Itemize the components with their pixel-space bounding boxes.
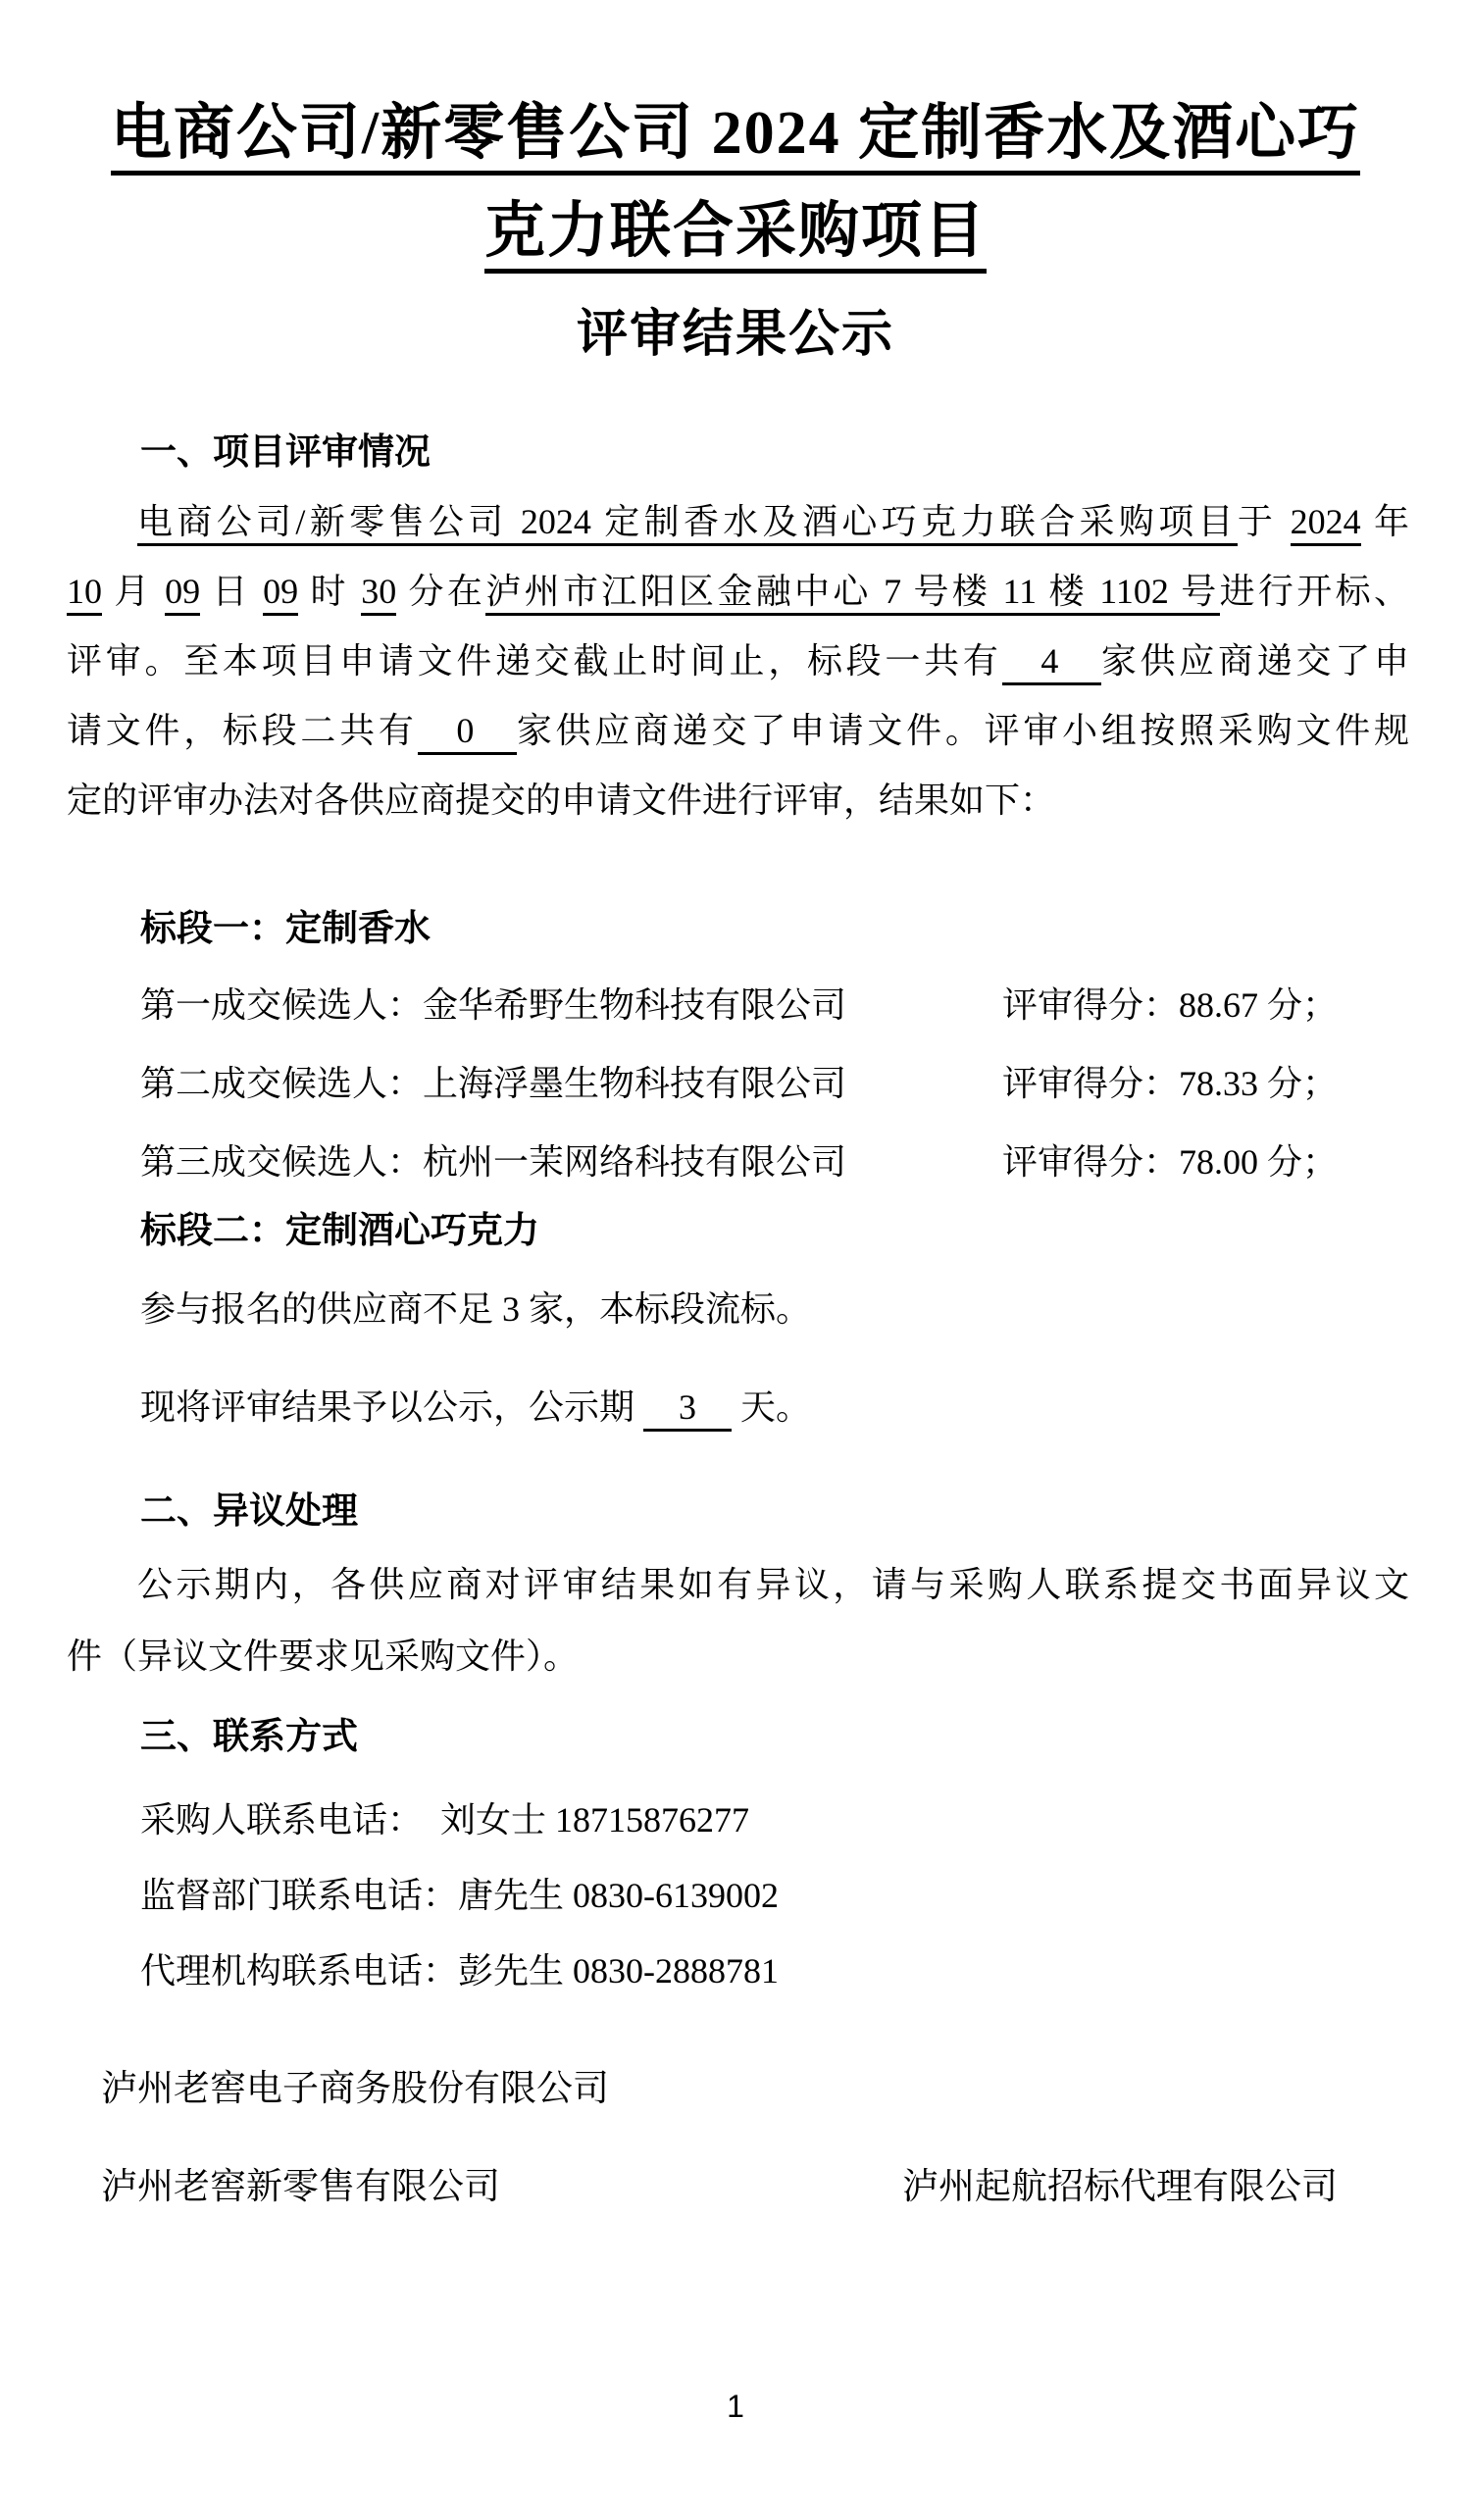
text-segment: 月 <box>102 572 166 611</box>
text-segment: 于 <box>1237 502 1291 541</box>
lot-1-heading: 标段一：定制香水 <box>140 908 431 948</box>
paragraph-line <box>67 627 1409 696</box>
document-title <box>0 84 1471 280</box>
underlined-text: 09 <box>263 572 298 616</box>
text-segment: 现将评审结果予以公示，公示期 <box>140 1387 644 1427</box>
lot-2-note: 参与报名的供应商不足 3 家，本标段流标。 <box>140 1289 812 1329</box>
text-segment: 评审。至本项目申请文件递交截止时间止，标段一共有 <box>67 641 1002 680</box>
contact-list <box>140 1783 779 2009</box>
candidate-row <box>140 966 1409 1044</box>
footer-company-ecommerce: 泸州老窖电子商务股份有限公司 <box>101 2069 609 2109</box>
section-3-heading: 三、联系方式 <box>140 1716 358 1756</box>
document-subtitle: 评审结果公示 <box>576 307 894 363</box>
footer-company-agency: 泸州起航招标代理有限公司 <box>902 2167 1338 2207</box>
title-underlined-text: 电商公司/新零售公司 2024 定制香水及酒心巧 <box>111 100 1360 176</box>
text-segment: 请文件，标段二共有 <box>67 711 418 750</box>
paragraph-line <box>67 1549 1409 1621</box>
text-segment: 件（异议文件要求见采购文件）。 <box>67 1637 580 1676</box>
paragraph-line <box>67 1621 1409 1692</box>
paragraph-line <box>67 696 1409 766</box>
objection-paragraph <box>67 1549 1409 1692</box>
underlined-text: 4 <box>1002 641 1101 685</box>
candidate-list <box>140 966 1409 1201</box>
section-1-heading: 一、项目评审情况 <box>140 431 431 472</box>
candidate-row <box>140 1044 1409 1123</box>
candidate-name: 第一成交候选人：金华希野生物科技有限公司 <box>140 985 847 1025</box>
contact-line-agency: 代理机构联系电话：彭先生 0830-2888781 <box>140 1951 779 1991</box>
paragraph-line <box>67 487 1409 557</box>
title-underlined-text: 克力联合采购项目 <box>484 198 987 274</box>
lot-2-heading: 标段二：定制酒心巧克力 <box>140 1210 539 1250</box>
contact-line-supervisor: 监督部门联系电话：唐先生 0830-6139002 <box>140 1876 779 1915</box>
text-segment: 天。 <box>732 1387 812 1427</box>
intro-paragraph <box>67 487 1409 835</box>
underlined-text: 电商公司/新零售公司 2024 定制香水及酒心巧克力联合采购项目 <box>137 502 1238 546</box>
candidate-score: 评审得分：78.33 分； <box>1002 1064 1339 1103</box>
title-line-1 <box>0 84 1471 182</box>
footer-company-retail: 泸州老窖新零售有限公司 <box>101 2167 500 2207</box>
text-segment: 分在 <box>396 572 486 611</box>
text-segment: 日 <box>200 572 264 611</box>
text-segment: 进行开标、 <box>1219 572 1409 611</box>
text-segment: 公示期内，各供应商对评审结果如有异议，请与采购人联系提交书面异议文 <box>137 1565 1409 1604</box>
section-2-heading: 二、异议处理 <box>140 1490 358 1531</box>
text-segment: 年 <box>1360 502 1409 541</box>
page-number: 1 <box>727 2389 744 2424</box>
underlined-text: 09 <box>165 572 200 616</box>
title-line-2 <box>0 182 1471 280</box>
underlined-text: 2024 <box>1291 502 1361 546</box>
text-segment: 家供应商递交了申 <box>1100 641 1409 680</box>
paragraph-line <box>67 766 1409 835</box>
text-segment: 定的评审办法对各供应商提交的申请文件进行评审，结果如下： <box>67 781 1056 820</box>
paragraph-line <box>67 557 1409 627</box>
candidate-name: 第三成交候选人：杭州一茉网络科技有限公司 <box>140 1142 847 1182</box>
text-segment: 家供应商递交了申请文件。评审小组按照采购文件规 <box>516 711 1409 750</box>
publicity-period-line <box>140 1373 811 1441</box>
underlined-text: 3 <box>643 1387 732 1432</box>
contact-line-purchaser: 采购人联系电话： 刘女士 18715876277 <box>140 1800 750 1840</box>
text-segment: 时 <box>298 572 362 611</box>
underlined-text: 0 <box>418 711 517 755</box>
candidate-score: 评审得分：88.67 分； <box>1002 985 1339 1025</box>
candidate-row <box>140 1123 1409 1201</box>
underlined-text: 10 <box>67 572 102 616</box>
underlined-text: 泸州市江阳区金融中心 7 号楼 11 楼 1102 号 <box>485 572 1219 616</box>
underlined-text: 30 <box>361 572 396 616</box>
candidate-score: 评审得分：78.00 分； <box>1002 1142 1339 1182</box>
candidate-name: 第二成交候选人：上海浮墨生物科技有限公司 <box>140 1064 847 1103</box>
